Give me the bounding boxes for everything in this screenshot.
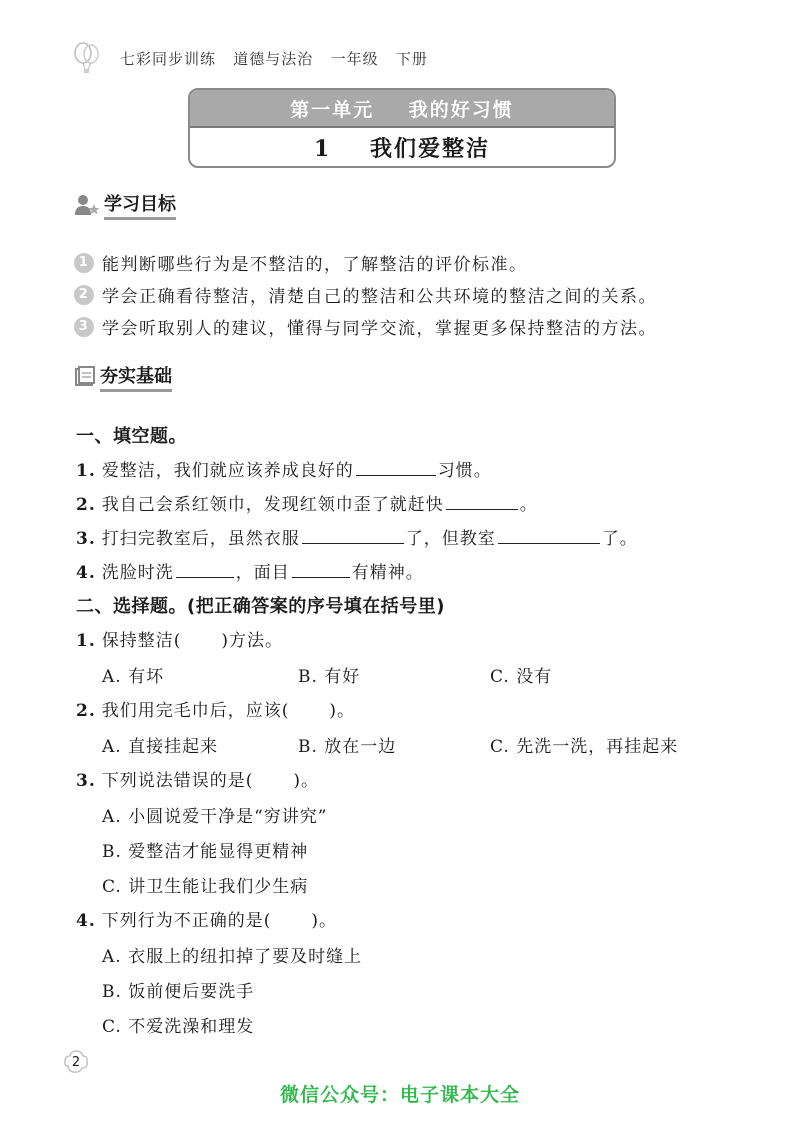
goal-text: 学会正确看待整洁，清楚自己的整洁和公共环境的整洁之间的关系。	[102, 287, 657, 307]
goal-text: 能判断哪些行为是不整洁的，了解整洁的评价标准。	[102, 255, 528, 275]
section-basics-header	[74, 362, 172, 392]
fill-question-2	[76, 490, 538, 515]
question-text: 打扫完教室后，虽然衣服	[101, 529, 300, 549]
option-b: B. 饭前便后要洗手	[102, 982, 255, 1002]
option-c: C. 讲卫生能让我们少生病	[102, 877, 309, 897]
option-c: C. 先洗一洗，再挂起来	[490, 737, 679, 757]
option-a: A. 有坏	[102, 667, 165, 687]
question-text: )。	[311, 911, 338, 931]
question-number: 3.	[76, 771, 96, 791]
question-text: 洗脸时洗	[101, 563, 174, 583]
answer-blank[interactable]	[292, 561, 350, 578]
choice-question-3	[76, 766, 319, 791]
goal-number: 2	[74, 285, 94, 305]
page-number-text: 2	[71, 1054, 81, 1070]
header-text: 七彩同步训练 道德与法治 一年级 下册	[120, 49, 428, 68]
goal-number: 1	[74, 253, 94, 273]
question-number: 1.	[76, 461, 96, 481]
question-number: 1.	[76, 631, 96, 651]
choice-question-4	[76, 906, 337, 931]
question-text: )。	[293, 771, 320, 791]
section-basics-label: 夯实基础	[100, 362, 172, 392]
option-a: A. 直接挂起来	[102, 737, 219, 757]
question-text: 我自己会系红领巾，发现红领巾歪了就赶快	[101, 495, 444, 515]
goal-item	[74, 314, 657, 339]
answer-blank[interactable]	[498, 527, 600, 544]
option-b: B. 有好	[298, 667, 361, 687]
option-c: C. 不爱洗澡和理发	[102, 1017, 255, 1037]
fill-question-3	[76, 524, 638, 549]
option-a: A. 衣服上的纽扣掉了要及时缝上	[102, 947, 363, 967]
watermark-text: 微信公众号：电子课本大全	[279, 1084, 520, 1106]
question-text: 了。	[601, 529, 638, 549]
question-text: 习惯。	[437, 461, 492, 481]
unit-title: 第一单元 我的好习惯	[190, 90, 614, 128]
section-goals-header	[74, 190, 176, 220]
fill-question-1	[76, 456, 492, 481]
question-number: 4.	[76, 563, 96, 583]
answer-blank[interactable]	[356, 459, 436, 476]
option-b: B. 放在一边	[298, 737, 397, 757]
question-number: 4.	[76, 911, 96, 931]
question-number: 3.	[76, 529, 96, 549]
fill-question-4	[76, 558, 424, 583]
question-number: 2.	[76, 701, 96, 721]
section-goals-label: 学习目标	[104, 190, 176, 220]
question-number: 2.	[76, 495, 96, 515]
answer-blank[interactable]	[446, 493, 518, 510]
page-header	[72, 40, 428, 76]
goal-text: 学会听取别人的建议，懂得与同学交流，掌握更多保持整洁的方法。	[102, 319, 657, 339]
question-text: )。	[329, 701, 356, 721]
page-number	[62, 1048, 90, 1076]
hot-air-balloon-icon	[72, 41, 102, 75]
goal-number: 3	[74, 317, 94, 337]
goal-item	[74, 282, 657, 307]
option-c: C. 没有	[490, 667, 553, 687]
fill-heading: 一、填空题。	[76, 426, 187, 447]
question-text: 。	[519, 495, 538, 515]
option-a: A. 小圆说爱干净是“穷讲究”	[102, 807, 328, 827]
question-text: 有精神。	[351, 563, 424, 583]
choice-heading: 二、选择题。(把正确答案的序号填在括号里)	[76, 596, 445, 617]
goal-item	[74, 250, 528, 275]
book-icon	[74, 366, 96, 388]
question-text: )方法。	[221, 631, 284, 651]
question-text: 爱整洁，我们就应该养成良好的	[101, 461, 354, 481]
answer-blank[interactable]	[176, 561, 234, 578]
choice-question-2	[76, 696, 355, 721]
option-b: B. 爱整洁才能显得更精神	[102, 842, 309, 862]
choice-question-1	[76, 626, 283, 651]
question-text: 我们用完毛巾后，应该(	[101, 701, 290, 721]
lesson-title-box	[188, 88, 616, 168]
question-text: 下列说法错误的是(	[101, 771, 254, 791]
question-text: ，面目	[235, 563, 290, 583]
answer-blank[interactable]	[302, 527, 404, 544]
question-text: 下列行为不正确的是(	[101, 911, 272, 931]
question-text: 了，但教室	[405, 529, 496, 549]
lesson-title: 1 我们爱整洁	[314, 135, 490, 162]
student-star-icon	[74, 194, 100, 216]
question-text: 保持整洁(	[101, 631, 182, 651]
